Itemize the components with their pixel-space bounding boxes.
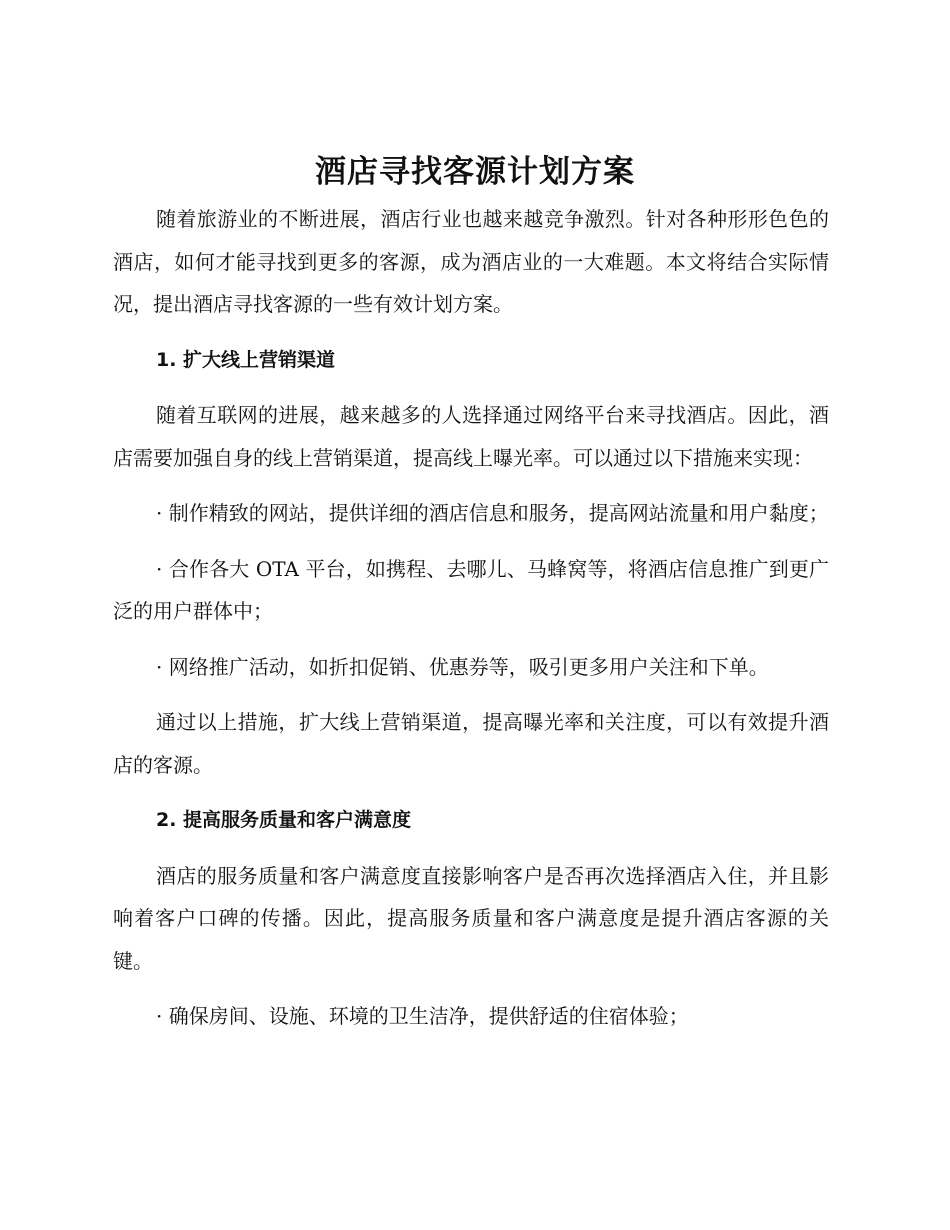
section-1-bullet-3: · 网络推广活动，如折扣促销、优惠券等，吸引更多用户关注和下单。 bbox=[156, 654, 769, 679]
section-1-bullet-2: · 合作各大 OTA 平台，如携程、去哪儿、马蜂窝等，将酒店信息推广到更广泛的用户群体中； bbox=[113, 556, 829, 623]
document-body bbox=[113, 198, 829, 1038]
section-1-paragraph: 随着互联网的进展，越来越多的人选择通过网络平台来寻找酒店。因此，酒店需要加强自身的线上营销渠道，提高线上曝光率。可以通过以下措施来实现： bbox=[113, 403, 829, 470]
section-2-bullet-1: · 确保房间、设施、环境的卫生洁净，提供舒适的住宿体验； bbox=[156, 1004, 689, 1028]
section-2-paragraph: 酒店的服务质量和客户满意度直接影响客户是否再次选择酒店入住，并且影响着客户口碑的传播。因此，提高服务质量和客户满意度是提升酒店客源的关键。 bbox=[113, 863, 829, 973]
section-1-bullet-1: · 制作精致的网站，提供详细的酒店信息和服务，提高网站流量和用户黏度； bbox=[156, 501, 829, 525]
section-2-heading: 2. 提高服务质量和客户满意度 bbox=[156, 809, 412, 831]
section-1-conclusion: 通过以上措施，扩大线上营销渠道，提高曝光率和关注度，可以有效提升酒店的客源。 bbox=[113, 710, 829, 777]
section-1-heading: 1. 扩大线上营销渠道 bbox=[156, 348, 336, 371]
document-title: 酒店寻找客源计划方案 bbox=[315, 154, 635, 190]
intro-paragraph: 随着旅游业的不断进展，酒店行业也越来越竞争激烈。针对各种形形色色的酒店，如何才能寻找到更多的客源，成为酒店业的一大难题。本文将结合实际情况，提出酒店寻找客源的一些有效计划方案。 bbox=[113, 207, 829, 316]
